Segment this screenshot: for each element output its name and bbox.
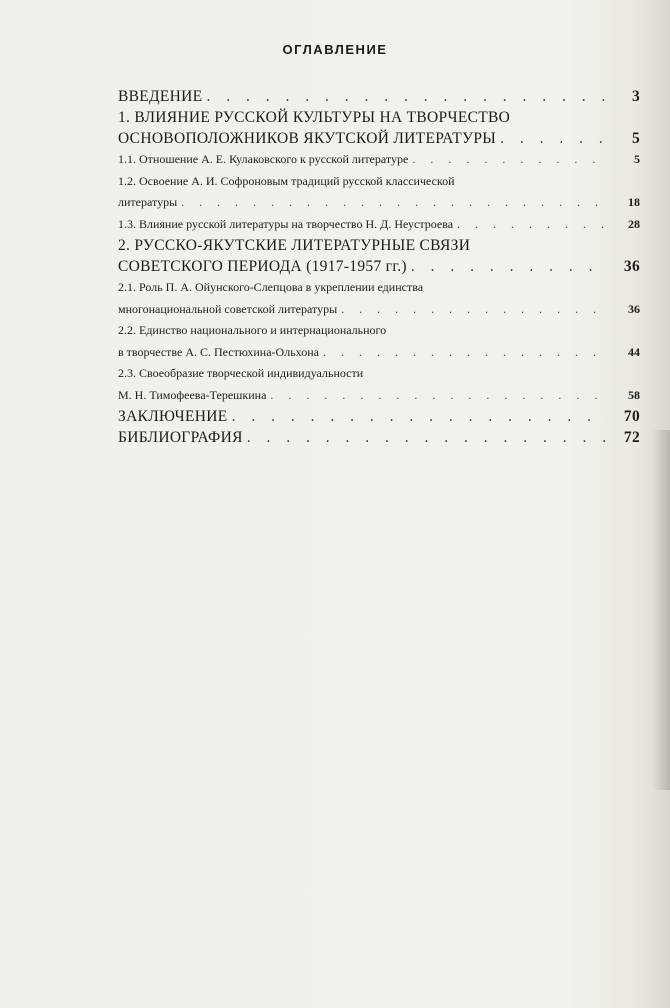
toc-entry-text: 1.2. Освоение А. И. Софроновым традиций русской классической <box>118 173 455 188</box>
toc-entry-line <box>118 385 640 407</box>
toc-entry-line <box>118 363 640 385</box>
toc-page-number: 70 <box>623 408 640 425</box>
toc-entry-line <box>118 299 640 321</box>
toc-entry-text: 1.1. Отношение А. Е. Кулаковского к русской литературе <box>118 152 409 166</box>
toc-entry-text: многонациональной советской литературы <box>118 301 338 316</box>
toc-entry-text: ЗАКЛЮЧЕНИЕ <box>118 408 228 425</box>
dot-leader <box>411 256 608 277</box>
toc-entry-line <box>118 427 640 448</box>
toc-entry-line <box>118 149 640 171</box>
toc-entry-text: ОСНОВОПОЛОЖНИКОВ ЯКУТСКОЙ ЛИТЕРАТУРЫ <box>118 130 497 147</box>
toc-entry-text: М. Н. Тимофеева-Терешкина <box>118 387 267 402</box>
toc-entry-text: 2. РУССКО-ЯКУТСКИЕ ЛИТЕРАТУРНЫЕ СВЯЗИ <box>118 237 471 254</box>
page-title: ОГЛАВЛЕНИЕ <box>282 42 388 57</box>
toc-page-number: 72 <box>623 429 640 446</box>
toc-entry-text: 2.1. Роль П. А. Ойунского-Слепцова в укреплении единства <box>118 280 424 294</box>
toc-page-number: 18 <box>628 195 640 209</box>
toc-page-number: 36 <box>623 258 640 275</box>
dot-leader <box>500 128 608 149</box>
toc-entry <box>118 107 640 149</box>
toc-entry-line <box>118 214 640 236</box>
toc-entry-text: в творчестве А. С. Пестюхина-Ольхона <box>118 344 319 359</box>
toc-entry-text: 2.2. Единство национального и интернационального <box>118 323 387 337</box>
dot-leader <box>412 149 608 171</box>
page-edge-shadow <box>652 430 670 790</box>
dot-leader <box>181 192 608 214</box>
dot-leader <box>323 342 608 364</box>
toc-entry-line <box>118 171 640 193</box>
toc-page-number: 3 <box>631 88 640 105</box>
toc-entry-line <box>118 277 640 299</box>
toc-page-number: 5 <box>634 152 640 166</box>
toc-entry <box>118 277 640 320</box>
toc-entry-text: 1.3. Влияние русской литературы на творчество Н. Д. Неустроева <box>118 216 454 231</box>
toc-entry <box>118 214 640 236</box>
toc-entry <box>118 320 640 363</box>
toc-entry-line <box>118 406 640 427</box>
toc-entry-text: 2.3. Своеобразие творческой индивидуальности <box>118 366 364 380</box>
toc-page-number: 5 <box>631 130 640 147</box>
dot-leader <box>457 214 608 236</box>
toc-entry-line <box>118 107 640 128</box>
table-of-contents <box>118 86 640 448</box>
toc-page-number: 58 <box>628 387 640 402</box>
toc-entry-line <box>118 86 640 107</box>
toc-entry-line <box>118 320 640 342</box>
toc-entry <box>118 406 640 427</box>
dot-leader <box>341 299 608 321</box>
toc-entry <box>118 235 640 277</box>
toc-entry-text: 1. ВЛИЯНИЕ РУССКОЙ КУЛЬТУРЫ НА ТВОРЧЕСТВО <box>118 109 511 126</box>
toc-entry-line <box>118 342 640 364</box>
toc-entry <box>118 427 640 448</box>
toc-entry <box>118 86 640 107</box>
toc-entry-line <box>118 235 640 256</box>
toc-entry-text: литературы <box>118 195 178 209</box>
toc-entry <box>118 149 640 171</box>
toc-entry-line <box>118 192 640 214</box>
toc-page-number: 44 <box>628 344 640 359</box>
dot-leader <box>206 86 608 107</box>
toc-entry-text: БИБЛИОГРАФИЯ <box>118 429 243 446</box>
toc-entry <box>118 363 640 406</box>
toc-page-number: 36 <box>628 301 640 316</box>
toc-entry-text: СОВЕТСКОГО ПЕРИОДА (1917-1957 гг.) <box>118 258 407 275</box>
toc-entry-line <box>118 256 640 277</box>
toc-entry-text: ВВЕДЕНИЕ <box>118 88 203 105</box>
toc-entry <box>118 171 640 214</box>
dot-leader <box>247 427 608 448</box>
dot-leader <box>232 406 608 427</box>
toc-entry-line <box>118 128 640 149</box>
toc-page-number: 28 <box>628 216 640 231</box>
dot-leader <box>270 385 608 407</box>
